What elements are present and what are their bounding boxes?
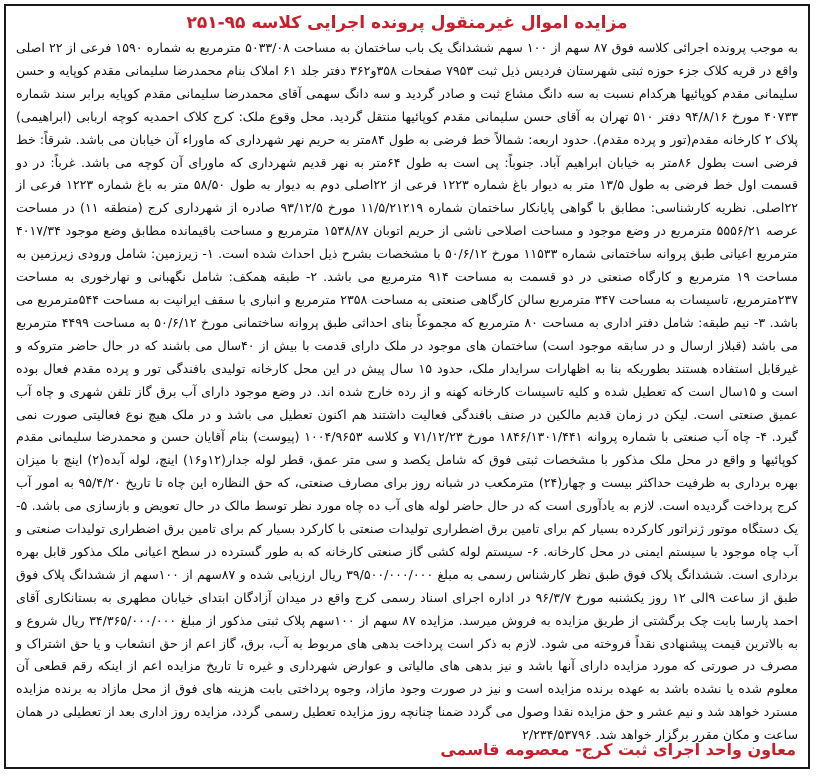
- notice-signature: معاون واحد اجرای ثبت کرج- معصومه قاسمی: [440, 740, 796, 759]
- auction-notice: [4, 4, 810, 769]
- notice-title: مزایده اموال غیرمنقول پرونده اجرایی کلاسه ۹۵-۲۵۱: [186, 13, 628, 33]
- notice-body: به موجب پرونده اجرائی کلاسه فوق ۸۷ سهم از ۱۰۰ سهم ششدانگ یک باب ساختمان به مساحت ۵۰۳۳/۰۸ مترمربع به شماره ۱۵۹۰ فرعی از ۲۲ اصلی واقع در قریه کلاک جزء حوزه ثبتی شهرستان فردیس ذیل ثبت ۷۹۵۳ صفحات ۳۵۸و۳۶۲ دفتر جلد ۶۱ املاک بنام محمدرضا سلیمانی مقدم کوپایه و حسن سلیمانی مقدم کوپائیها هرکدام نسبت به سه دانگ مشاع ثبت و صادر گردید و سه دانگ سهمی آقای محمدرضا سلیمانی مقدم کوپایه برابر سند شماره ۴۰۷۳۳ مورخ ۹۴/۸/۱۶ دفتر ۵۱۰ تهران به آقای حسن سلیمانی مقدم کوپائیها منتقل گردید. محل وقوع ملک: کرج کلاک احمدیه کوچه اربابی (ابراهیمی) پلاک ۲ کارخانه مقدم(تور و پرده مقدم). حدود اربعه: شمالاً خط فرضی به طول ۸۴متر به حریم نهر شهرداری که ماوراء آن خیابان می باشد. شرقاً: خط فرضی است بطول ۸۶متر به خیابان ابراهیم آباد. جنوباً: پی است به طول ۶۴متر به نهر قدیم شهرداری که ماورای آن کوچه می باشد. غرباً: در دو قسمت اول خط فرضی به طول ۱۳/۵ متر به دیوار باغ شماره ۱۲۲۳ فرعی از ۲۲اصلی دوم به دیوار به طول ۵۸/۵۰ متر به باغ شماره ۱۲۲۳ فرعی از ۲۲اصلی. نظریه کارشناسی: مطابق با گواهی پایانکار ساختمان شماره ۱۱/۵/۲۱۲۱۹ مورخ ۹۳/۱۲/۵ صادره از شهرداری کرج (منطقه ۱۱) در مساحت عرصه ۵۵۵۶/۲۱ مترمربع در وضع موجود و مساحت اصلاحی ناشی از حریم اتوبان ۱۵۳۸/۸۷ مترمربع و مساحت باقیمانده مطابق وضع موجود ۴۰۱۷/۳۴ مترمربع اعیانی طبق پروانه ساختمانی شماره ۱۱۵۳۳ مورخ ۵۰/۶/۱۲ با مشخصات بشرح ذیل احداث شده است. ۱- زیرزمین: شامل ورودی زیرزمین به مساحت ۱۹ مترمربع و کارگاه صنعتی در دو قسمت به مساحت ۹۱۴ مترمربع می باشد. ۲- طبقه همکف: شامل نگهبانی و نهارخوری به مساحت ۲۳۷مترمربع، تاسیسات به مساحت ۳۴۷ مترمربع سالن کارگاهی صنعتی به مساحت ۲۳۵۸ مترمربع و انباری با سقف ایرانیت به مساحت ۵۴۴مترمربع می باشد. ۳- نیم طبقه: شامل دفتر اداری به مساحت ۸۰ مترمربع که مجموعاً بنای احداثی طبق پروانه ساختمانی مورخ ۵۰/۶/۱۲ به مساحت ۴۴۹۹ مترمربع می باشد (قبلاز ارسال و در سابقه موجود است) ساختمان های موجود در ملک دارای قدمت با بیش از ۴۰سال می باشند که در حال حاضر متروکه و غیرقابل استفاده هستند بطوریکه بنا به اظهارات سرایدار ملک، حدود ۱۵ سال پیش در این محل کارخانه تولیدی بافندگی تور و پرده مقدم فعال بوده است و ۱۵سال است که تعطیل شده و کلیه تاسیسات کارخانه کهنه و از رده خارج شده اند. در وضع موجود دارای آب برق گاز تلفن شهری و چاه آب عمیق صنعتی است. لیکن در زمان قدیم مالکین در صنف بافندگی فعالیت داشتند هم اکنون تعطیل می باشد و در ملک هیچ نوع فعالیتی صورت نمی گیرد. ۴- چاه آب صنعتی با شماره پروانه ۱۸۴۶/۱۳۰۱/۴۴۱ مورخ ۷۱/۱۲/۲۳ و کلاسه ۱۰۰۴/۹۶۵۳ (پیوست) بنام آقایان حسن و محمدرضا سلیمانی مقدم کوپائیها و واقع در محل ملک مذکور با مشخصات ثبتی فوق که شامل یکصد و سی متر عمق، قطر لوله جدار(۱۲و۱۶) اینچ، لوله آبده(۲) اینچ با میزان بهره برداری به ظرفیت حداکثر بیست و چهار(۲۴) مترمکعب در شبانه روز برای مصارف صنعتی، که حق النظاره این چاه تا تاریخ ۹۵/۴/۲۰ به امور آب کرج پرداخت گردیده است. لازم به یادآوری است که در حال حاضر لوله های آب ده چاه مورد نظر توسط مالک در حال تعویض و بازسازی می باشد. ۵- یک دستگاه موتور ژنراتور کارکرده بسیار کم برای تامین برق اضطراری تولیدات صنعتی با کارکرد بسیار کم برای تامین برق اضطراری تولیدات صنعتی و آب چاه موجود با سیستم ایمنی در محل کارخانه. ۶- سیستم لوله کشی گاز صنعتی کارخانه که به طور گسترده در سطح اعیانی ملک مذکور قابل بهره برداری است. ششدانگ پلاک فوق طبق نظر کارشناس رسمی به مبلغ ۳۹/۵۰۰/۰۰۰/۰۰۰ ریال ارزیابی شده و ۸۷سهم از ۱۰۰سهم از ششدانگ پلاک فوق طبق از ساعت ۹الی ۱۲ روز یکشنبه مورخ ۹۶/۳/۷ در اداره اجرای اسناد رسمی کرج واقع در میدان آزادگان ابتدای خیابان مطهری به بستانکاری آقای احمد پارسا بابت چک برگشتی از طریق مزایده به فروش میرسد. مزایده ۸۷ سهم از ۱۰۰سهم پلاک ثبتی مذکور از مبلغ ۳۴/۳۶۵/۰۰۰/۰۰۰ ریال شروع و به بالاترین قیمت پیشنهادی نقداً فروخته می شود. لازم به ذکر است پرداخت بدهی های مربوط به آب، برق، گاز اعم از حق انشعاب و یا حق اشتراک و مصرف در صورتی که مورد مزایده دارای آنها باشد و نیز بدهی های مالیاتی و عوارض شهرداری و غیره تا تاریخ مزایده اعم از اینکه رقم قطعی آن معلوم شده یا نشده باشد به عهده برنده مزایده است و نیز در صورت وجود مازاد، وجوه پرداختی بابت هزینه های فوق از محل مازاد به برنده مزایده مسترد خواهد شد و نیم عشر و حق مزایده نقدا وصول می گردد ضمنا چنانچه روز مزایده تعطیل رسمی گردد، مزایده روز اداری بعد از تعطیلی در همان ساعت و مکان مقرر برگزار خواهد شد. ۲/۲۳۴/۵۳۷۹۶: [16, 40, 798, 743]
